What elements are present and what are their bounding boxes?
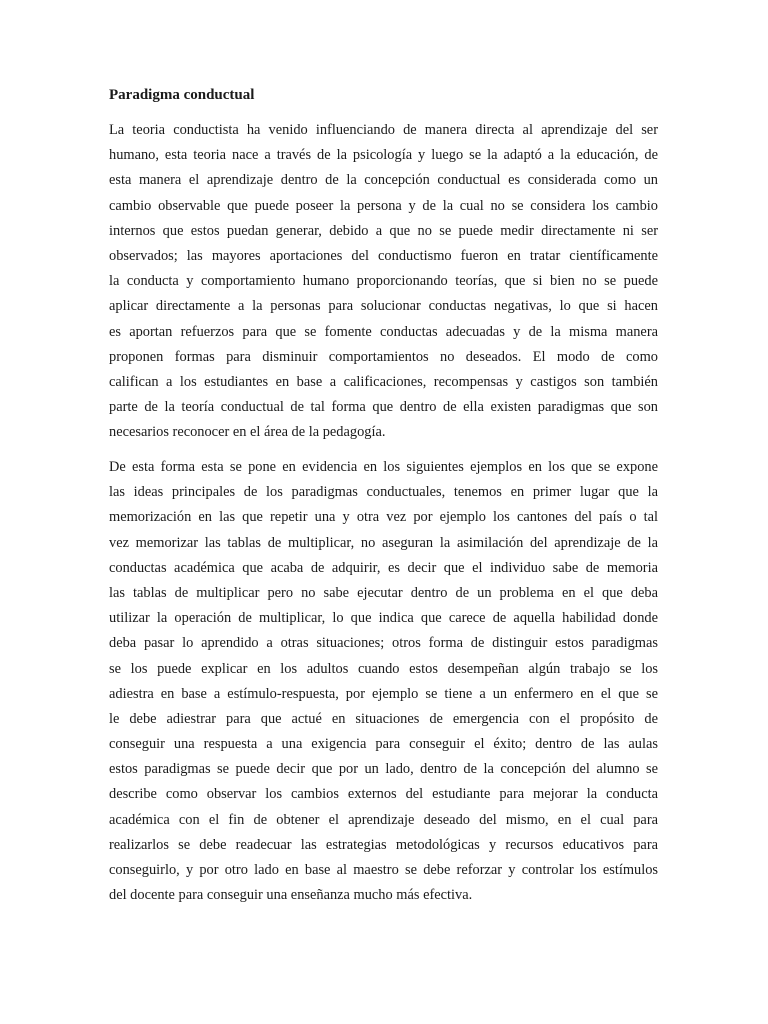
paragraph-line: esta manera el aprendizaje dentro de la concepción conductual es considerada como un: [109, 172, 658, 189]
paragraph-line: es aportan refuerzos para que se fomente conductas adecuadas y de la misma manera: [109, 323, 658, 340]
paragraph-line: utilizar la operación de multiplicar, lo que indica que carece de aquella habilidad donde: [109, 610, 658, 627]
paragraph-line: del docente para conseguir una enseñanza mucho más efectiva.: [109, 887, 473, 904]
paragraph-line: cambio observable que puede poseer la persona y de la cual no se considera los cambio: [109, 197, 658, 214]
paragraph-line: adiestra en base a estímulo-respuesta, por ejemplo se tiene a un enfermero en el que se: [109, 685, 658, 702]
paragraph-line: las tablas de multiplicar pero no sabe ejecutar dentro de un problema en el que deba: [109, 584, 658, 601]
paragraph-line: realizarlos se debe readecuar las estrategias metodológicas y recursos educativos para: [109, 836, 658, 853]
paragraph-2: [109, 455, 658, 908]
paragraph-line: estos paradigmas se puede decir que por un lado, dentro de la concepción del alumno se: [109, 761, 658, 778]
paragraph-line: académica con el fin de obtener el aprendizaje deseado del mismo, en el cual para: [109, 811, 658, 828]
paragraph-line: memorización en las que repetir una y otra vez por ejemplo los cantones del país o tal: [109, 509, 658, 526]
paragraph-line: observados; las mayores aportaciones del conductismo fueron en tratar científicamente: [109, 247, 658, 264]
paragraph-line: aplicar directamente a la personas para solucionar conductas negativas, lo que si hacen: [109, 298, 658, 315]
paragraph-line: califican a los estudiantes en base a calificaciones, recompensas y castigos son también: [109, 373, 658, 390]
paragraph-line: humano, esta teoria nace a través de la psicología y luego se la adaptó a la educación, de: [109, 147, 658, 164]
paragraph-line: describe como observar los cambios externos del estudiante para mejorar la conducta: [109, 786, 658, 803]
paragraph-1: [109, 118, 658, 445]
paragraph-line: le debe adiestrar para que actué en situaciones de emergencia con el propósito de: [109, 710, 658, 727]
paragraph-line: conseguirlo, y por otro lado en base al maestro se debe reforzar y controlar los estímulos: [109, 862, 658, 878]
paragraph-line: las ideas principales de los paradigmas conductuales, tenemos en primer lugar que la: [109, 484, 658, 501]
paragraph-line: La teoria conductista ha venido influenciando de manera directa al aprendizaje del ser: [109, 122, 658, 138]
paragraph-line: conseguir una respuesta a una exigencia para conseguir el éxito; dentro de las aulas: [109, 736, 658, 753]
paragraph-line: De esta forma esta se pone en evidencia en los siguientes ejemplos en los que se expone: [109, 459, 658, 475]
paragraph-line: vez memorizar las tablas de multiplicar, no aseguran la asimilación del aprendizaje de la: [109, 534, 658, 551]
paragraph-line: internos que estos puedan generar, debido a que no se puede medir directamente ni ser: [109, 222, 658, 239]
document-heading: Paradigma conductual: [109, 87, 255, 103]
paragraph-line: se los puede explicar en los adultos cuando estos desempeñan algún trabajo se los: [109, 660, 658, 677]
paragraph-line: necesarios reconocer en el área de la pedagogía.: [109, 424, 386, 441]
paragraph-line: proponen formas para disminuir comportamientos no deseados. El modo de como: [109, 348, 658, 365]
paragraph-line: conductas académica que acaba de adquirir, es decir que el individuo sabe de memoria: [109, 559, 658, 576]
paragraph-line: deba pasar lo aprendido a otras situaciones; otros forma de distinguir estos paradigmas: [109, 635, 658, 652]
paragraph-line: la conducta y comportamiento humano proporcionando teorías, que si bien no se puede: [109, 273, 658, 290]
paragraph-line: parte de la teoría conductual de tal forma que dentro de ella existen paradigmas que son: [109, 399, 658, 416]
